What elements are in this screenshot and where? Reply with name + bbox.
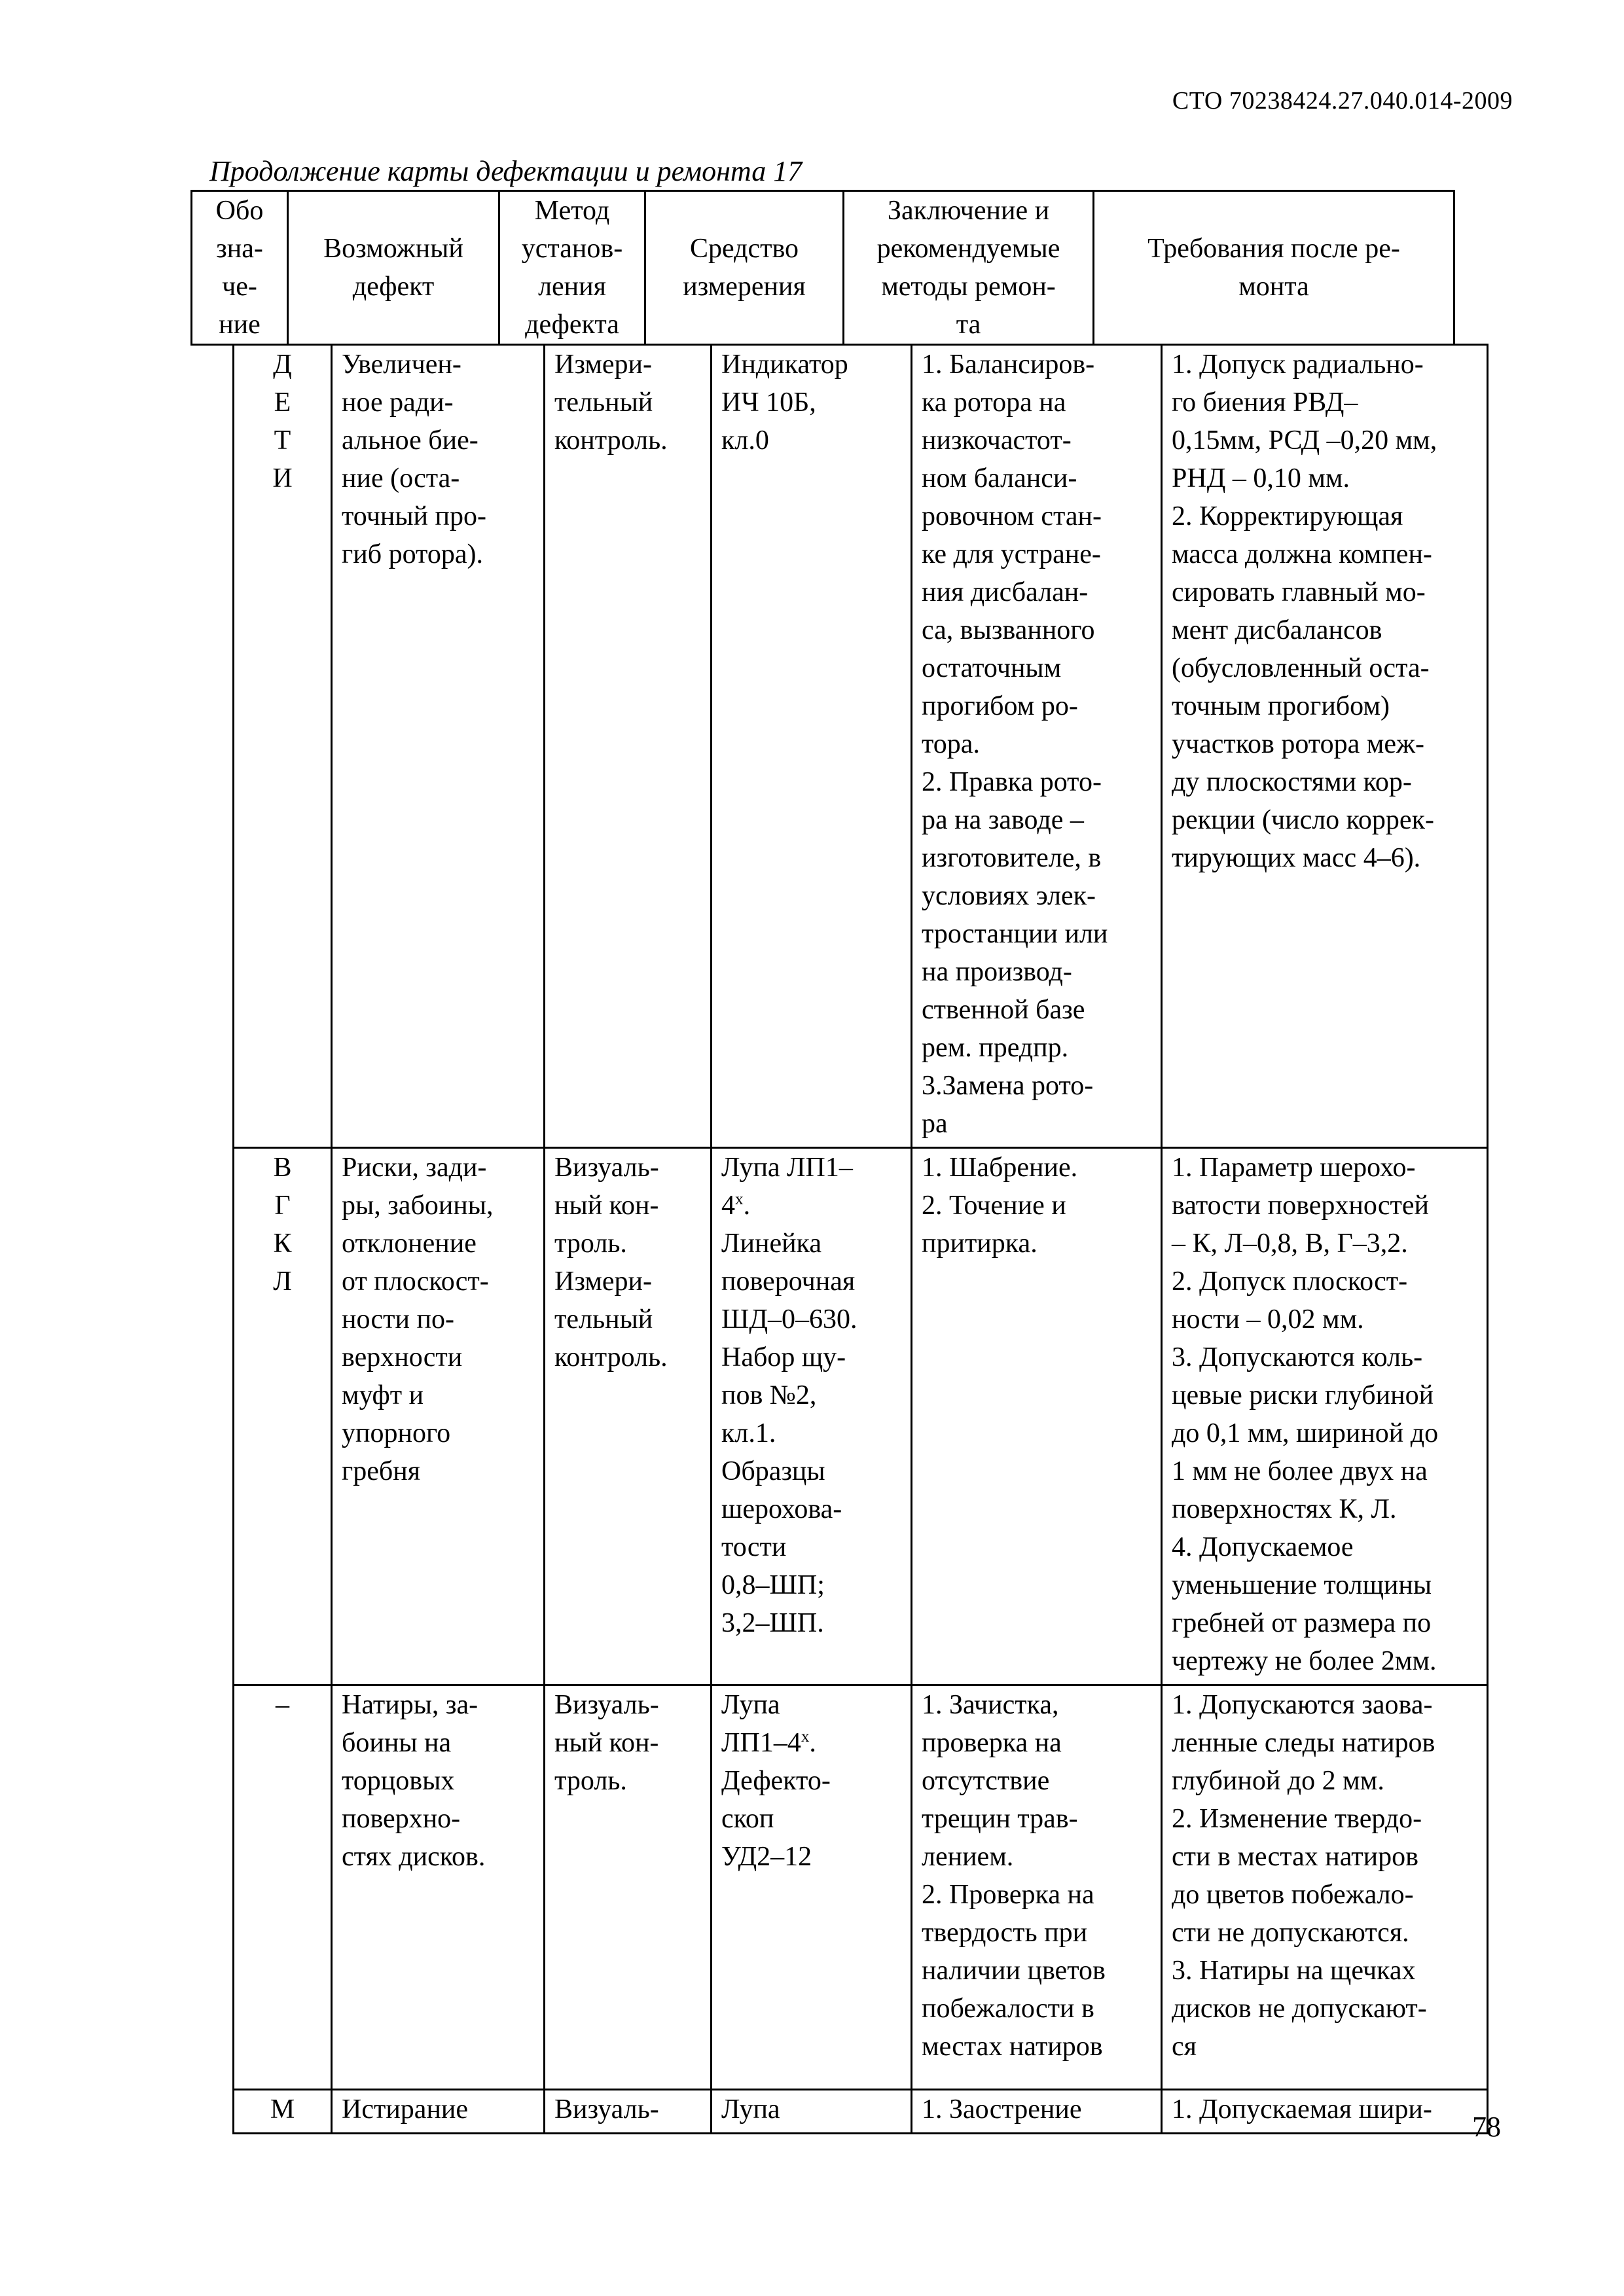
- defect-table: [232, 344, 1489, 2134]
- continuation-title: Продолжение карты дефектации и ремонта 17: [209, 155, 803, 187]
- row-designation: Д Е Т И: [234, 345, 332, 1148]
- row-conclusion: 1. Заострение: [912, 2090, 1162, 2134]
- row-tool: Лупа ЛП1– $4^х$. Линейка поверочная ШД–0–630. Набор щу- пов №2, кл.1. Образцы шерохова- тости 0,8–ШП; 3,2–ШП.: [712, 1148, 912, 1685]
- row-tool: Лупа $ЛП1-4^х$. Дефекто- скоп УД2–12: [712, 1685, 912, 2090]
- row-requirements: 1. Параметр шерохо- ватости поверхностей – К, Л–0,8, В, Г–3,2. 2. Допуск плоскост- ности – 0,02 мм. 3. Допускаются коль- цевые риски глубиной до 0,1 мм, шириной до 1 мм не более двух на поверхностях К, Л. 4. Допускаемое уменьшение толщины гребней от размера по чертежу не более 2мм.: [1162, 1148, 1488, 1685]
- row-conclusion: 1. Балансиров- ка ротора на низкочастот- ном баланси- ровочном стан- ке для устране- ния дисбалан- са, вызванного остаточным прогибом ро- тора. 2. Правка рото- ра на заводе – изготовителе, в условиях элек- тростанции или на производ- ственной базе рем. предпр. 3.Замена рото- ра: [912, 345, 1162, 1148]
- row-defect: Натиры, за- боины на торцовых поверхно- стях дисков.: [332, 1685, 545, 2090]
- row-conclusion: 1. Зачистка, проверка на отсутствие трещин трав- лением. 2. Проверка на твердость при наличии цветов побежалости в местах натиров: [912, 1685, 1162, 2090]
- row-designation: М: [234, 2090, 332, 2134]
- header-conclusion: Заключение и рекомендуемые методы ремон- та: [844, 191, 1094, 345]
- row-method: Визуаль- ный кон- троль. Измери- тельный контроль.: [545, 1148, 712, 1685]
- row-requirements: 1. Допускаемая шири-: [1162, 2090, 1488, 2134]
- table-header: [190, 190, 1455, 346]
- row-requirements: 1. Допускаются заова- ленные следы натиров глубиной до 2 мм. 2. Изменение твердо- сти в местах натиров до цветов побежало- сти не допускаются. 3. Натиры на щечках дисков не допускают- ся: [1162, 1685, 1488, 2090]
- row-designation: В Г К Л: [234, 1148, 332, 1685]
- row-tool: Лупа: [712, 2090, 912, 2134]
- table-row: [234, 1148, 1488, 1685]
- row-defect: Увеличен- ное ради- альное бие- ние (оста- точный про- гиб ротора).: [332, 345, 545, 1148]
- table-row: [234, 2090, 1488, 2134]
- header-designation: Обо зна- че- ние: [192, 191, 288, 345]
- header-method: Метод установ- ления дефекта: [499, 191, 645, 345]
- row-method: Визуаль-: [545, 2090, 712, 2134]
- row-method: Измери- тельный контроль.: [545, 345, 712, 1148]
- row-designation: –: [234, 1685, 332, 2090]
- row-defect: Риски, зади- ры, забоины, отклонение от плоскост- ности по- верхности муфт и упорного гребня: [332, 1148, 545, 1685]
- document-code: СТО 70238424.27.040.014-2009: [1172, 87, 1513, 115]
- header-defect: Возможный дефект: [288, 191, 499, 345]
- row-method: Визуаль- ный кон- троль.: [545, 1685, 712, 2090]
- row-tool: Индикатор ИЧ 10Б, кл.0: [712, 345, 912, 1148]
- row-requirements: 1. Допуск радиально- го биения РВД– 0,15мм, РСД –0,20 мм, РНД – 0,10 мм. 2. Корректирующая масса должна компен- сировать главный мо- мент дисбалансов (обусловленный оста- точным прогибом) участков ротора меж- ду плоскостями кор- рекции (число коррек- тирующих масс 4–6).: [1162, 345, 1488, 1148]
- table-row: [234, 1685, 1488, 2090]
- row-conclusion: 1. Шабрение. 2. Точение и притирка.: [912, 1148, 1162, 1685]
- header-tool: Средство измерения: [645, 191, 844, 345]
- header-requirements: Требования после ре- монта: [1094, 191, 1454, 345]
- page-number: 78: [1472, 2111, 1501, 2143]
- row-defect: Истирание: [332, 2090, 545, 2134]
- table-row: [234, 345, 1488, 1148]
